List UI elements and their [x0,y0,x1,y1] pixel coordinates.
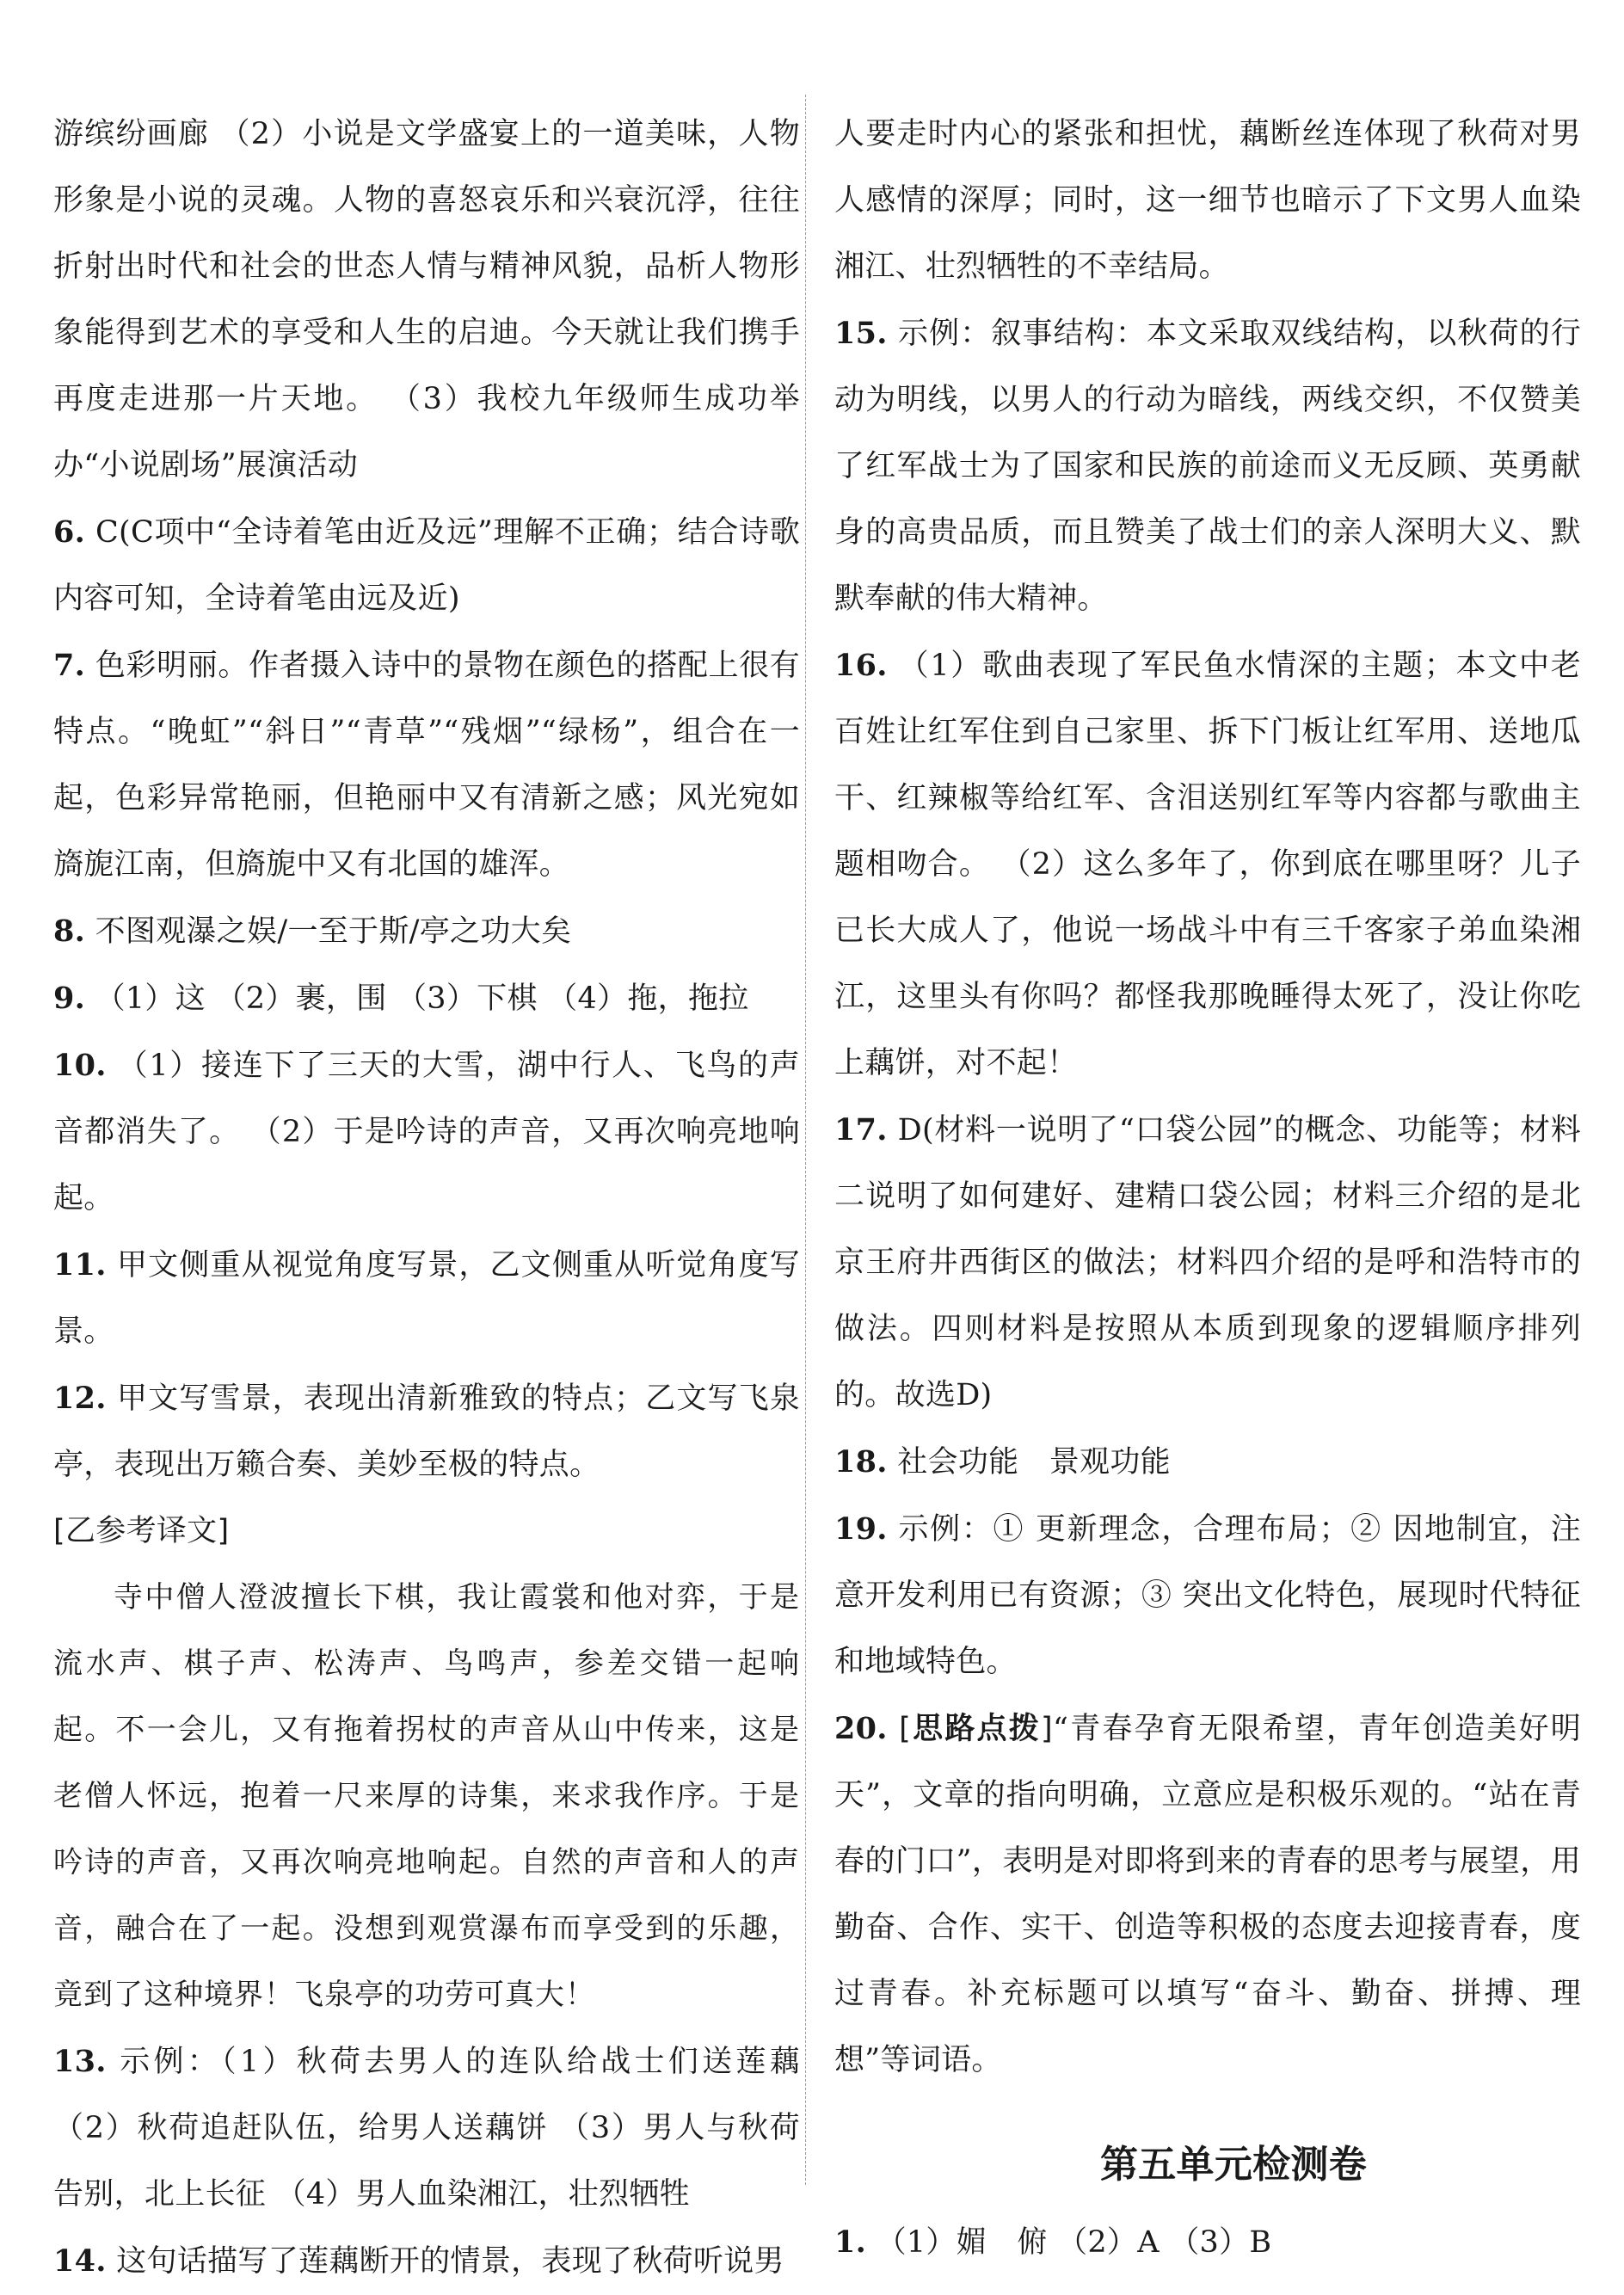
answer-13-number: 13. [53,2044,107,2079]
answer-7 [53,632,800,898]
answer-9-number: 9. [53,981,86,1016]
translation-body: 寺中僧人澄波擅长下棋，我让霞裳和他对弈，于是流水声、棋子声、松涛声、鸟鸣声，参差交错一起响起。不一会儿，又有拖着拐杖的声音从山中传来，这是老僧人怀远，抱着一尺来厚的诗集，来求我作序。于是吟诗的声音，又再次响亮地响起。自然的声音和人的声音，融合在了一起。没想到观赏瀑布而享受到的乐趣，竟到了这种境界！飞泉亭的功劳可真大！ [53,1580,800,2012]
answer-12-text: 甲文写雪景，表现出清新雅致的特点；乙文写飞泉亭，表现出万籁合奏、美妙至极的特点。 [53,1381,800,1482]
answer-20-number: 20. [834,1711,888,1746]
answer-15-text: 示例：叙事结构：本文采取双线结构，以秋荷的行动为明线，以男人的行动为暗线，两线交织，不仅赞美了红军战士为了国家和民族的前途而义无反顾、英勇献身的高贵品质，而且赞美了战士们的亲人深明大义、默默奉献的伟大精神。 [834,317,1581,616]
answer-9-text: （1）这 （2）裹，围 （3）下棋 （4）拖，拖拉 [85,981,749,1016]
answer-20 [834,1695,1581,2094]
answer-20-tag-bracket-right: ] [1041,1712,1053,1746]
answer-7-text: 色彩明丽。作者摄入诗中的景物在颜色的搭配上很有特点。“晚虹”“斜日”“青草”“残烟”“绿杨”，组合在一起，色彩异常艳丽，但艳丽中又有清新之感；风光宛如旖旎江南，但旖旎中又有北国的雄浑。 [53,649,800,882]
answer-18 [834,1429,1581,1496]
answer-16-number: 16. [834,648,888,683]
unit5-answer-1-text: （1）媚 俯 （2）A （3）B [866,2225,1272,2260]
answer-19-number: 19. [834,1511,888,1547]
answer-17 [834,1097,1581,1429]
answer-17-text: D(材料一说明了“口袋公园”的概念、功能等；材料二说明了如何建好、建精口袋公园；材料三介绍的是北京王府井西街区的做法；材料四介绍的是呼和浩特市的做法。四则材料是按照从本质到现象的逻辑顺序排列的。故选D) [834,1113,1581,1412]
translation-heading-label: 乙参考译文 [65,1514,218,1548]
answer-16 [834,632,1581,1097]
answer-14-number: 14. [53,2243,107,2279]
answer-9 [53,965,800,1032]
answer-15 [834,300,1581,632]
answer-20-tag-bracket-left: [ [899,1712,912,1746]
answer-14-text: 这句话描写了莲藕断开的情景，表现了秋荷听说男 [106,2244,784,2279]
unit5-answer-1 [834,2209,1581,2276]
answer-8-number: 8. [53,914,86,949]
translation-heading-bracket-left: [ [53,1514,65,1548]
left-column [53,102,800,2295]
answer-15-number: 15. [834,316,888,351]
answer-10-number: 10. [53,1048,107,1083]
answer-20-text: “青春孕育无限希望，青年创造美好明天”，文章的指向明确，立意应是积极乐观的。“站在青春的门口”，表明是对即将到来的青春的思考与展望，用勤奋、合作、实干、创造等积极的态度去迎接青春，度过青春。补充标题可以填写“奋斗、勤奋、拼搏、理想”等词语。 [834,1712,1581,2077]
answer-12-number: 12. [53,1381,107,1416]
column-divider [805,95,806,2185]
answer-7-number: 7. [53,648,86,683]
answer-11-number: 11. [53,1247,107,1283]
answer-6-number: 6. [53,514,86,550]
translation-heading [53,1498,800,1565]
answer-10 [53,1032,800,1232]
answer-10-text: （1）接连下了三天的大雪，湖中行人、飞鸟的声音都消失了。 （2）于是吟诗的声音，又再次响亮地响起。 [53,1049,800,1215]
answer-13-text: 示例：（1）秋荷去男人的连队给战士们送莲藕 （2）秋荷追赶队伍，给男人送藕饼 （3）男人与秋荷告别，北上长征 （4）男人血染湘江，壮烈牺牲 [53,2045,800,2212]
answer-8 [53,898,800,965]
answer-19-text: 示例：① 更新理念，合理布局；② 因地制宜，注意开发利用已有资源；③ 突出文化特色，展现时代特征和地域特色。 [834,1512,1581,1679]
answer-18-number: 18. [834,1444,888,1480]
answer-19 [834,1496,1581,1695]
right-column [834,102,1581,2276]
translation-heading-bracket-right: ] [217,1514,230,1548]
unit-five-title: 第五单元检测卷 [1099,2143,1368,2187]
answer-18-text: 社会功能 景观功能 [887,1445,1171,1480]
answer-6-text: C(C项中“全诗着笔由近及远”理解不正确；结合诗歌内容可知，全诗着笔由远及近) [53,515,800,616]
unit5-answer-1-number: 1. [834,2224,867,2260]
answer-14 [53,2228,800,2295]
answer-11-text: 甲文侧重从视觉角度写景，乙文侧重从听觉角度写景。 [53,1248,800,1349]
answer-13 [53,2028,800,2228]
answer-6 [53,499,800,632]
answer-16-text: （1）歌曲表现了军民鱼水情深的主题；本文中老百姓让红军住到自己家里、拆下门板让红军用、送地瓜干、红辣椒等给红军、含泪送别红军等内容都与歌曲主题相吻合。 （2）这么多年了，你到底在哪里呀？儿子已长大成人了，他说一场战斗中有三千客家子弟血染湘江，这里头有你吗？都怪我那晚睡得太死了，没让你吃上藕饼，对不起！ [834,649,1581,1080]
answer-17-number: 17. [834,1112,888,1148]
answer-12 [53,1365,800,1498]
answer-8-text: 不图观瀑之娱/一至于斯/亭之功大矣 [85,914,572,949]
left-continuation-paragraph: 游缤纷画廊 （2）小说是文学盛宴上的一道美味，人物形象是小说的灵魂。人物的喜怒哀乐和兴衰沉浮，往往折射出时代和社会的世态人情与精神风貌，品析人物形象能得到艺术的享受和人生的启迪。今天就让我们携手再度走进那一片天地。 （3）我校九年级师生成功举办“小说剧场”展演活动 [53,117,800,483]
answer-11 [53,1232,800,1365]
right-continuation-paragraph: 人要走时内心的紧张和担忧，藕断丝连体现了秋荷对男人感情的深厚；同时，这一细节也暗示了下文男人血染湘江、壮烈牺牲的不幸结局。 [834,117,1581,284]
answer-20-tag: 思路点拨 [911,1712,1042,1746]
